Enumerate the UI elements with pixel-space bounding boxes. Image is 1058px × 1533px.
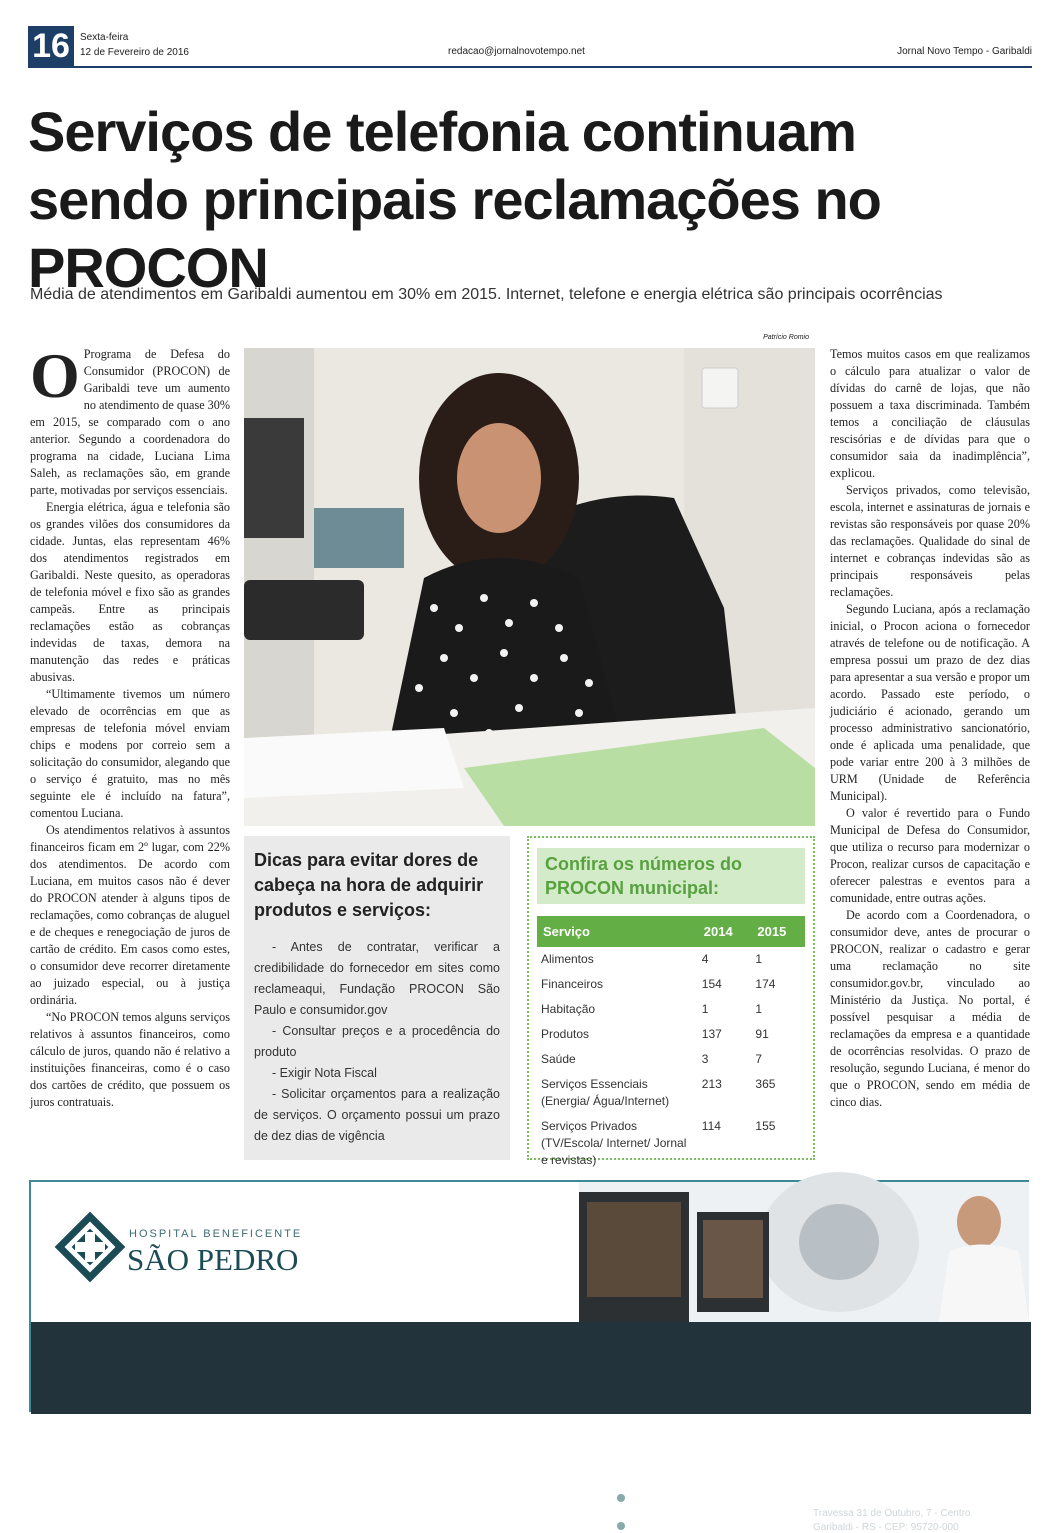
weekday: Sexta-feira	[80, 32, 129, 43]
table-cell: 4	[701, 952, 709, 966]
table-cell: 154	[701, 977, 722, 991]
table-cell: Alimentos	[541, 952, 594, 966]
ad-footer-bar	[31, 1322, 1031, 1533]
address-line-1: Travessa 31 de Outubro, 7 - Centro	[813, 1508, 971, 1519]
ct-scanner-image	[579, 1182, 1029, 1322]
headline: Serviços de telefonia continuam sendo principais reclamações no PROCON	[28, 100, 881, 299]
column-header: Serviço	[537, 916, 698, 947]
table-cell: Saúde	[541, 1052, 576, 1066]
hospital-name: SÃO PEDRO	[127, 1242, 299, 1277]
hospital-label: HOSPITAL BENEFICENTE	[129, 1228, 303, 1240]
paragraph: Serviços privados, como televisão, escola, internet e assinaturas de jornais e revistas são responsáveis por quase 20% das reclamações. Qualidade do sinal de internet e cobranças indevidas são as principais responsáveis pelas reclamações.	[830, 483, 1030, 599]
table-cell: 155	[755, 1119, 776, 1133]
phone-number: Fone/fax: (54) 3464.9797	[813, 1482, 982, 1499]
column-header: 2015	[751, 916, 805, 947]
table-cell: 7	[755, 1052, 763, 1066]
paragraph: “Ultimamente tivemos um número elevado de ocorrências em que as empresas de telefonia móvel enviam chips e modens por correio sem a solicitação do consumidor, alegando que o serviço é gratuito, mas no mês seguinte ele é incluído na fatura”, comentou Luciana.	[30, 687, 230, 820]
issue-date	[80, 30, 189, 60]
table-row	[537, 947, 805, 972]
table-cell: 1	[755, 952, 763, 966]
website-link[interactable]	[617, 1490, 728, 1504]
paragraph: Segundo Luciana, após a reclamação inicial, o Procon aciona o fornecedor através de telefone ou de notificação. A empresa possui um prazo de dez dias para apresentar a sua versão e propor um acordo. Passado este período, o judiciário é acionado, gerando um processo administrativo sancionatório, onde é aplicada uma penalidade, que pode variar entre 200 à 3 milhões de URM (Unidade de Referência Municipal).	[830, 602, 1030, 803]
ad-tagline: A melhor qualidade para os seus exames	[59, 1508, 400, 1532]
photo-illustration	[244, 348, 815, 826]
table-cell: Serviços Privados (TV/Escola/ Internet/ Jornal e revistas)	[541, 1119, 687, 1167]
website-text: www.hbsp.com.br	[633, 1490, 728, 1504]
table-cell: 3	[701, 1052, 709, 1066]
facebook-link[interactable]	[617, 1518, 743, 1532]
subheadline: Média de atendimentos em Garibaldi aumentou em 30% em 2015. Internet, telefone e energia elétrica são principais ocorrências	[30, 286, 943, 303]
numbers-title: Confira os números do PROCON municipal:	[537, 848, 805, 904]
tip-item: - Consultar preços e a procedência do produto	[254, 1024, 500, 1059]
table-cell: 137	[701, 1027, 722, 1041]
table-cell: 114	[701, 1119, 721, 1133]
header-rule	[28, 66, 1032, 68]
numbers-table	[537, 916, 805, 1173]
paragraph: Programa de Defesa do Consumidor (PROCON) de Garibaldi teve um aumento no atendimento de quase 30% em 2015, se comparado com o ano anterior. Segundo a coordenadora do programa na cidade, Luciana Lima Saleh, as reclamações são, em grande parte, motivadas por serviços essenciais.	[30, 347, 230, 497]
table-row	[537, 997, 805, 1022]
table-row	[537, 1114, 805, 1173]
newspaper-name: Jornal Novo Tempo - Garibaldi	[897, 46, 1032, 57]
article-photo	[244, 334, 815, 826]
paragraph: “No PROCON temos alguns serviços relativos à assuntos financeiros, como cálculo de juros, quando não é relativo a instituições financeiras, como é o caso dos cartões de crédito, que possuem os juros contratuais.	[30, 1010, 230, 1109]
paragraph: De acordo com a Coordenadora, o consumidor deve, antes de procurar o PROCON, realizar o cadastro e gerar uma reclamação no site consumidor.gov.br, vinculado ao Ministério da Justiça. No portal, é possível pesquisar a média de reclamações da empresa e a quantidade de ocorrências resolvidas. O prazo de resolução, segundo Luciana, é menor do que o PROCON, sendo em média de cinco dias.	[830, 908, 1030, 1109]
table-row	[537, 1022, 805, 1047]
facebook-icon	[617, 1522, 625, 1530]
table-cell: Serviços Essenciais (Energia/ Água/Internet)	[541, 1077, 670, 1108]
article-column-3	[830, 346, 1030, 1158]
column-header: 2014	[698, 916, 752, 947]
address-line-2: Garibaldi - RS - CEP: 95720-000	[813, 1522, 959, 1533]
page-number: 16	[28, 26, 74, 66]
tip-item: - Exigir Nota Fiscal	[272, 1066, 377, 1080]
table-cell: 1	[755, 1002, 763, 1016]
table-row	[537, 972, 805, 997]
globe-icon	[617, 1494, 625, 1502]
paragraph: Temos muitos casos em que realizamos o cálculo para atualizar o valor de dívidas do carnê de lojas, que não possuem a taxa discriminada. Também temos a conciliação de cláusulas rescisórias e de dívidas para que o consumidor saia da inadimplência”, explicou.	[830, 347, 1030, 480]
table-cell: Financeiros	[541, 977, 604, 991]
paragraph: Energia elétrica, água e telefonia são os grandes vilões dos consumidores da cidade. Juntas, elas representam 46% dos atendimentos registrados em Garibaldi. Neste quesito, as operadoras de telefonia móvel e fixo são as grandes campeãs. Entre as principais reclamações estão as cobranças indevidas de taxas, demora na manutenção das redes e práticas abusivas.	[30, 500, 230, 684]
tip-item: - Antes de contratar, verificar a credibilidade do fornecedor em sites como reclameaqui, Fundação PROCON São Paulo e consumidor.gov	[254, 940, 500, 1017]
paragraph: Os atendimentos relativos à assuntos financeiros ficam em 2º lugar, com 22% dos atendimentos. De acordo com Luciana, em muitos casos não é dever do PROCON atender à alguns tipos de reclamações, como cobranças de aluguel e de cheques e renegociação de juros de cartão de crédito. Em casos como estes, o consumidor deve recorrer diretamente ao juizado especial, ou à justiça ordinária.	[30, 823, 230, 1007]
hospital-logo-icon	[55, 1212, 125, 1282]
newsroom-email[interactable]: redacao@jornalnovotempo.net	[448, 46, 585, 57]
ad-headline: Tomografia multislice 16 canais	[59, 1472, 424, 1502]
table-cell: 174	[755, 977, 776, 991]
table-row	[537, 1047, 805, 1072]
paragraph: O valor é revertido para o Fundo Municipal de Defesa do Consumidor, que utiliza o recurso para modernizar o Procon, realizar cursos de capacitação e oferecer palestras e eventos para a comunidade, entre outras ações.	[830, 806, 1030, 905]
page-header	[28, 26, 1032, 70]
table-cell: 91	[755, 1027, 769, 1041]
hospital-advertisement	[29, 1180, 1029, 1533]
table-cell: 365	[755, 1077, 776, 1091]
tips-list	[254, 937, 500, 1147]
facebook-text: www.fb.com/hbspgdi	[633, 1518, 744, 1532]
table-row	[537, 1072, 805, 1114]
table-cell: Produtos	[541, 1027, 590, 1041]
table-header-row	[537, 916, 805, 947]
article-column-1	[30, 340, 230, 1158]
date: 12 de Fevereiro de 2016	[80, 47, 189, 58]
photo-credit: Patrício Romio	[763, 334, 809, 341]
procon-numbers-box	[527, 836, 815, 1167]
drop-cap: O	[30, 340, 80, 411]
tips-box	[244, 836, 510, 1160]
table-cell: 213	[701, 1077, 722, 1091]
table-cell: Habitação	[541, 1002, 596, 1016]
tips-title: Dicas para evitar dores de cabeça na hora de adquirir produtos e serviços:	[254, 850, 484, 920]
tip-item: - Solicitar orçamentos para a realização de serviços. O orçamento possui um prazo de dez dias de vigência	[254, 1087, 500, 1143]
table-cell: 1	[701, 1002, 709, 1016]
